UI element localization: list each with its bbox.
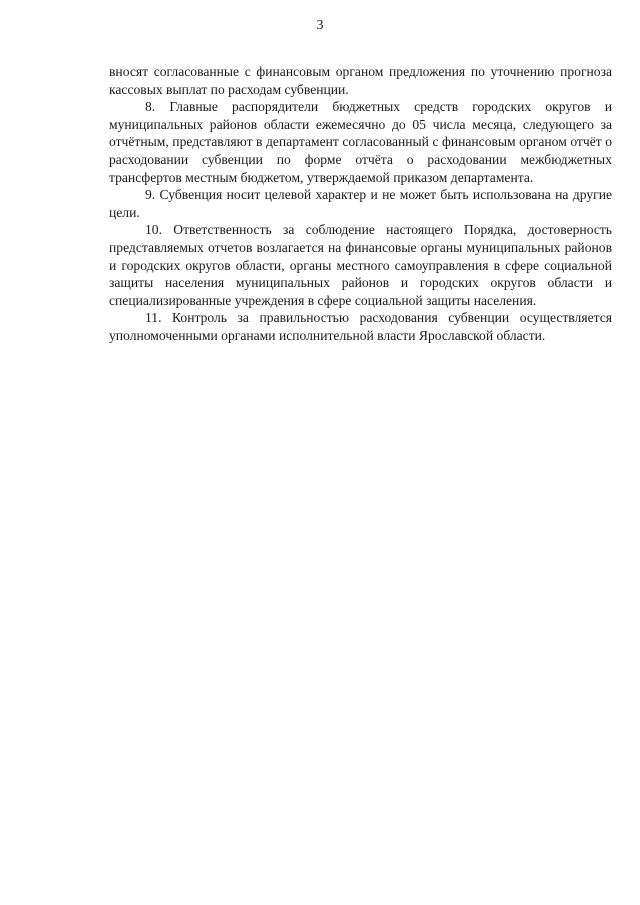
document-body (109, 63, 612, 345)
paragraph-item-8: 8. Главные распорядители бюджетных средств городских округов и муниципальных районов области ежемесячно до 05 числа месяца, следующего за отчётным, представляют в департамент согласованный с финансовым органом отчёт о расходовании субвенции по форме отчёта о расходовании межбюджетных трансфертов местным бюджетом, утверждаемой приказом департамента. (109, 99, 612, 185)
paragraph-item-11: 11. Контроль за правильностью расходования субвенции осуществляется уполномоченными органами исполнительной власти Ярославской области. (109, 310, 612, 343)
page-number: 3 (316, 18, 324, 33)
paragraph-item-9: 9. Субвенция носит целевой характер и не может быть использована на другие цели. (109, 187, 612, 220)
paragraph-item-10: 10. Ответственность за соблюдение настоящего Порядка, достоверность представляемых отчетов возлагается на финансовые органы муниципальных районов и городских округов области, органы местного самоуправления в сфере социальной защиты населения муниципальных районов и городских округов области и специализированные учреждения в сфере социальной защиты населения. (109, 222, 612, 308)
paragraph-continuation: вносят согласованные с финансовым органом предложения по уточнению прогноза кассовых выплат по расходам субвенции. (109, 64, 612, 97)
